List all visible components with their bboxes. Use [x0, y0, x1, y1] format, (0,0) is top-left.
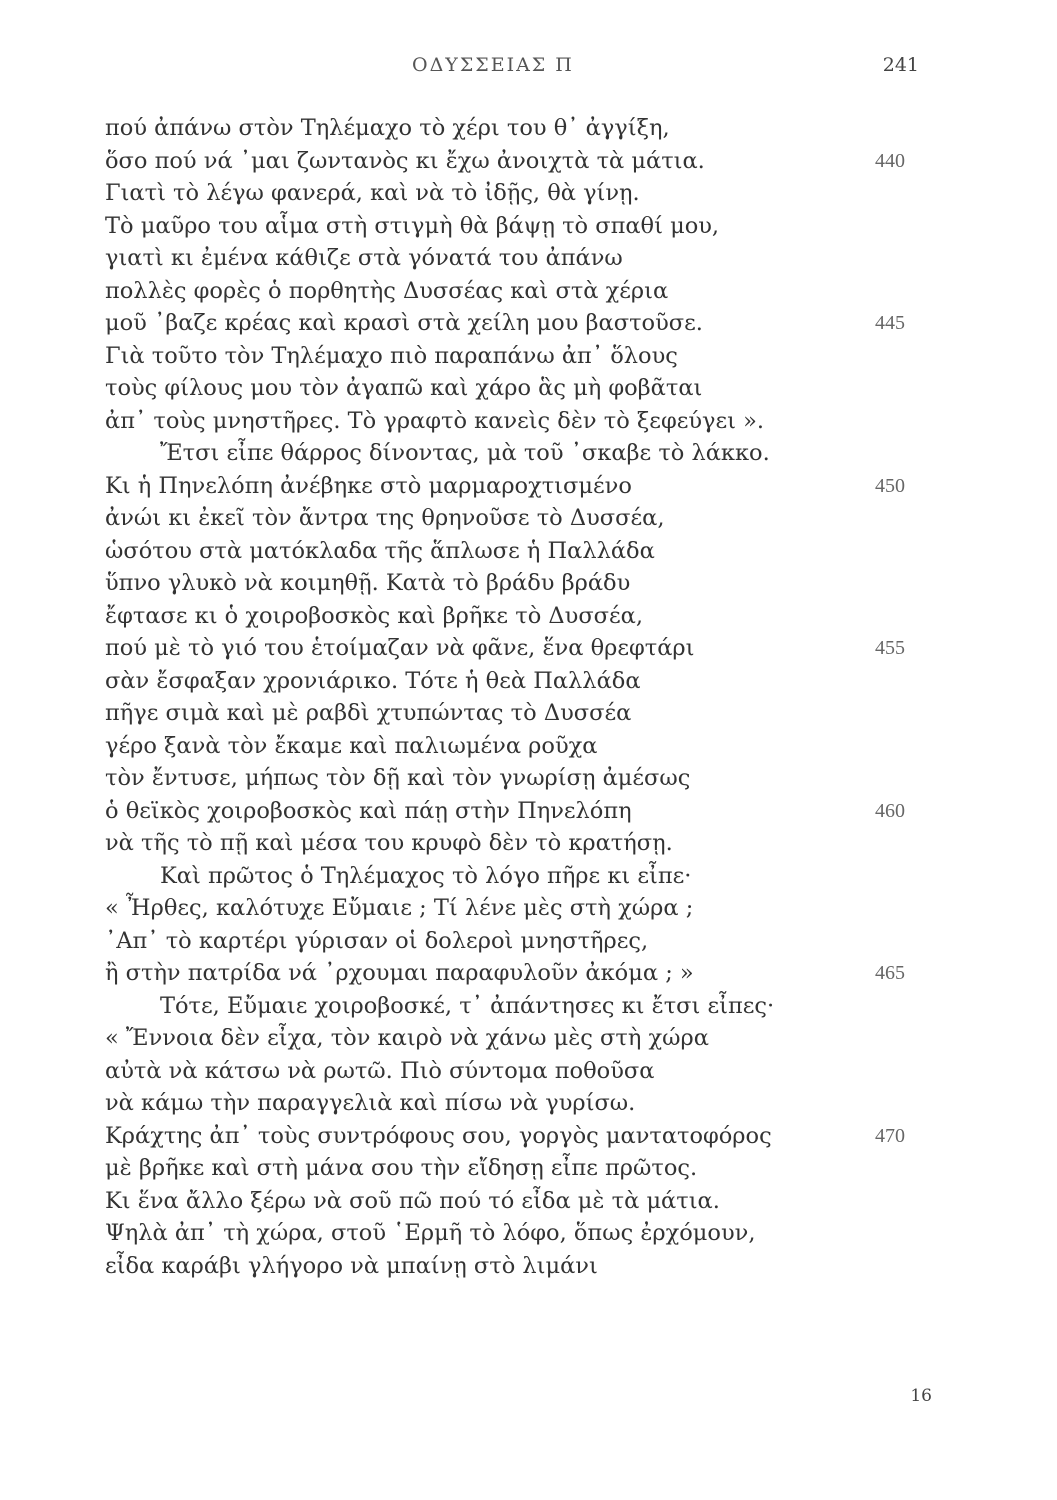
line-number: 465 [875, 962, 905, 984]
verse-block [105, 112, 905, 1282]
verse-line [105, 730, 845, 763]
verse-text: ὕπνο γλυκὸ νὰ κοιμηθῇ. Κατὰ τὸ βράδυ βράδυ [105, 570, 631, 596]
verse-line [105, 827, 845, 860]
verse-text: ἔφτασε κι ὁ χοιροβοσκὸς καὶ βρῆκε τὸ Δυσσέα, [105, 602, 644, 629]
verse-text: Καὶ πρῶτος ὁ Τηλέμαχος τὸ λόγο πῆρε κι εἶπε· [160, 862, 692, 889]
verse-line [105, 990, 845, 1023]
verse-text: γέρο ξανὰ τὸν ἔκαμε καὶ παλιωμένα ροῦχα [105, 732, 598, 759]
verse-line [105, 372, 845, 405]
verse-line [105, 307, 905, 340]
verse-text: νὰ κάμω τὴν παραγγελιὰ καὶ πίσω νὰ γυρίσω. [105, 1090, 636, 1116]
verse-line [105, 340, 845, 373]
verse-line [105, 177, 845, 210]
verse-text: πολλὲς φορὲς ὁ πορθητὴς Δυσσέας καὶ στὰ χέρια [105, 277, 669, 304]
line-number: 470 [875, 1124, 905, 1147]
verse-text: νὰ τῆς τὸ πῇ καὶ μέσα του κρυφὸ δὲν τὸ κρατήσῃ. [105, 830, 673, 856]
verse-text: εἶδα καράβι γλήγορο νὰ μπαίνῃ στὸ λιμάνι [105, 1252, 598, 1279]
page-number: 241 [882, 54, 919, 76]
verse-line [105, 697, 845, 730]
verse-text: γιατὶ κι ἐμένα κάθιζε στὰ γόνατά του ἀπάνω [105, 245, 623, 271]
verse-text: μὲ βρῆκε καὶ στὴ μάνα σου τὴν εἴδησῃ εἶπε πρῶτος. [105, 1155, 698, 1181]
verse-text: Ψηλὰ ἀπ᾽ τὴ χώρα, στοῦ ῾Ερμῆ τὸ λόφο, ὅπως ἐρχόμουν, [105, 1220, 756, 1246]
verse-line [105, 632, 905, 665]
verse-line [105, 535, 845, 568]
verse-text: Κι ἕνα ἄλλο ξέρω νὰ σοῦ πῶ πού τό εἶδα μὲ τὰ μάτια. [105, 1187, 720, 1214]
verse-text: ἀνώι κι ἐκεῖ τὸν ἄντρα της θρηνοῦσε τὸ Δυσσέα, [105, 505, 665, 531]
verse-text: Ἔτσι εἶπε θάρρος δίνοντας, μὰ τοῦ ᾽σκαβε τὸ λάκκο. [160, 440, 770, 466]
verse-line [105, 567, 845, 600]
verse-text: πού ἀπάνω στὸν Τηλέμαχο τὸ χέρι του θ᾽ ἀγγίξη, [105, 115, 670, 141]
verse-text: Γιατὶ τὸ λέγω φανερά, καὶ νὰ τὸ ἰδῇς, θὰ γίνῃ. [105, 180, 640, 206]
verse-line [105, 795, 905, 828]
line-number: 450 [875, 474, 905, 497]
verse-text: ᾽Απ᾽ τὸ καρτέρι γύρισαν οἱ δολεροὶ μνηστῆρες, [105, 927, 649, 954]
verse-text: Τὸ μαῦρο του αἷμα στὴ στιγμὴ θὰ βάψῃ τὸ σπαθί μου, [105, 212, 720, 239]
verse-line [105, 210, 845, 243]
verse-line [105, 860, 845, 893]
verse-line [105, 405, 845, 438]
verse-line [105, 112, 845, 145]
verse-line [105, 1120, 905, 1153]
verse-line [105, 1250, 845, 1283]
verse-text: ὅσο πού νά ᾽μαι ζωντανὸς κι ἔχω ἀνοιχτὰ τὰ μάτια. [105, 147, 705, 174]
verse-text: ἢ στὴν πατρίδα νά ᾽ρχουμαι παραφυλοῦν ἀκόμα ; » [105, 960, 694, 986]
verse-text: Κι ἡ Πηνελόπη ἀνέβηκε στὸ μαρμαροχτισμένο [105, 472, 632, 499]
line-number: 460 [875, 799, 905, 822]
running-header [0, 54, 1057, 84]
verse-line [105, 665, 845, 698]
verse-text: αὐτὰ νὰ κάτσω νὰ ρωτῶ. Πιὸ σύντομα ποθοῦσα [105, 1057, 655, 1084]
verse-line [105, 1055, 845, 1088]
verse-text: ὁ θεϊκὸς χοιροβοσκὸς καὶ πάῃ στὴν Πηνελόπη [105, 797, 632, 824]
verse-line [105, 470, 905, 503]
verse-line [105, 762, 845, 795]
verse-line [105, 145, 905, 178]
verse-text: τοὺς φίλους μου τὸν ἀγαπῶ καὶ χάρο ἃς μὴ φοβᾶται [105, 375, 703, 401]
verse-text: τὸν ἔντυσε, μήπως τὸν δῇ καὶ τὸν γνωρίσῃ ἀμέσως [105, 765, 691, 791]
verse-text: ἀπ᾽ τοὺς μνηστῆρες. Τὸ γραφτὸ κανεὶς δὲν τὸ ξεφεύγει ». [105, 407, 765, 434]
verse-line [105, 437, 845, 470]
verse-text: « Ἦρθες, καλότυχε Εὔμαιε ; Τί λένε μὲς στὴ χώρα ; [105, 895, 694, 921]
verse-text: Κράχτης ἀπ᾽ τοὺς συντρόφους σου, γοργὸς μαντατοφόρος [105, 1122, 772, 1149]
signature-mark: 16 [910, 1386, 932, 1406]
verse-text: ὡσότου στὰ ματόκλαδα τῆς ἅπλωσε ἡ Παλλάδα [105, 537, 655, 564]
verse-text: πῆγε σιμὰ καὶ μὲ ραβδὶ χτυπώντας τὸ Δυσσέα [105, 700, 632, 726]
verse-line [105, 925, 845, 958]
line-number: 455 [875, 637, 905, 659]
verse-text: σὰν ἔσφαξαν χρονιάρικο. Τότε ἡ θεὰ Παλλάδα [105, 667, 641, 694]
verse-line [105, 275, 845, 308]
verse-line [105, 1185, 845, 1218]
verse-line [105, 1152, 845, 1185]
verse-line [105, 1022, 845, 1055]
verse-text: Τότε, Εὔμαιε χοιροβοσκέ, τ᾽ ἀπάντησες κι ἔτσι εἶπες· [160, 992, 775, 1019]
verse-text: « Ἔννοια δὲν εἶχα, τὸν καιρὸ νὰ χάνω μὲς στὴ χώρα [105, 1025, 709, 1051]
verse-line [105, 957, 905, 990]
verse-line [105, 892, 845, 925]
verse-text: Γιὰ τοῦτο τὸν Τηλέμαχο πιὸ παραπάνω ἀπ᾽ ὅλους [105, 342, 678, 369]
verse-text: μοῦ ᾽βαζε κρέας καὶ κρασὶ στὰ χείλη μου βαστοῦσε. [105, 310, 703, 336]
verse-line [105, 600, 845, 633]
line-number: 445 [875, 312, 905, 334]
verse-text: πού μὲ τὸ γιό του ἑτοίμαζαν νὰ φᾶνε, ἕνα θρεφτάρι [105, 635, 695, 661]
line-number: 440 [875, 149, 905, 172]
verse-line [105, 1087, 845, 1120]
running-title: ΟΔΥΣΣΕΙΑΣ Π [412, 54, 574, 76]
verse-line [105, 1217, 845, 1250]
verse-line [105, 502, 845, 535]
verse-line [105, 242, 845, 275]
